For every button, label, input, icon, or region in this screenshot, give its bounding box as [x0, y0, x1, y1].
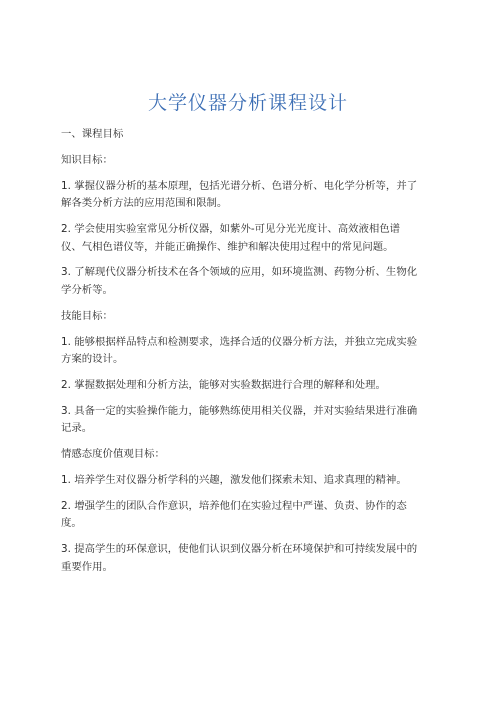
paragraph-line: 1. 培养学生对仪器分析学科的兴趣，激发他们探索未知、追求真理的精神。	[61, 474, 407, 487]
paragraph-line: 2. 学会使用实验室常见分析仪器，如紫外-可见分光光度计、高效液相色谱	[61, 223, 401, 236]
paragraph-line: 1. 能够根据样品特点和检测要求，选择合适的仪器分析方法，并独立完成实验	[61, 335, 418, 348]
paragraph-line: 学分析等。	[61, 283, 113, 296]
paragraph-line: 2. 增强学生的团队合作意识，培养他们在实验过程中严谨、负责、协作的态	[61, 500, 407, 512]
paragraph-line: 2. 掌握数据处理和分析方法，能够对实验数据进行合理的解释和处理。	[61, 378, 386, 391]
knowledge-item-3	[61, 264, 436, 299]
paragraph-line: 方案的设计。	[61, 353, 124, 366]
skills-item-3	[61, 403, 436, 438]
paragraph-line: 3. 了解现代仪器分析技术在各个领域的应用，如环境监测、药物分析、生物化	[61, 266, 418, 279]
knowledge-item-2	[61, 221, 436, 256]
values-item-1	[61, 472, 436, 489]
section-heading: 一、课程目标	[61, 128, 124, 140]
skills-item-2	[61, 377, 436, 394]
paragraph-line: 重要作用。	[61, 560, 113, 573]
values-item-3	[61, 541, 436, 576]
document-title: 大学仪器分析课程设计	[147, 92, 348, 114]
knowledge-item-1	[61, 178, 436, 213]
paragraph-line: 3. 具备一定的实验操作能力，能够熟练使用相关仪器，并对实验结果进行准确	[61, 404, 418, 417]
document-body	[61, 126, 436, 576]
values-item-2	[61, 498, 436, 533]
paragraph-line: 解各类分析方法的应用范围和限制。	[61, 197, 228, 210]
values-heading: 情感态度价值观目标：	[61, 448, 165, 461]
paragraph-line: 记录。	[61, 422, 93, 435]
skills-heading: 技能目标：	[61, 309, 113, 322]
paragraph-line: 3. 提高学生的环保意识，使他们认识到仪器分析在环境保护和可持续发展中的	[61, 543, 418, 556]
skills-item-1	[61, 334, 436, 369]
knowledge-heading: 知识目标：	[61, 153, 113, 166]
paragraph-line: 仪、气相色谱仪等，并能正确操作、维护和解决使用过程中的常见问题。	[61, 240, 394, 253]
paragraph-line: 度。	[61, 517, 82, 530]
paragraph-line: 1. 掌握仪器分析的基本原理，包括光谱分析、色谱分析、电化学分析等，并了	[61, 179, 418, 192]
